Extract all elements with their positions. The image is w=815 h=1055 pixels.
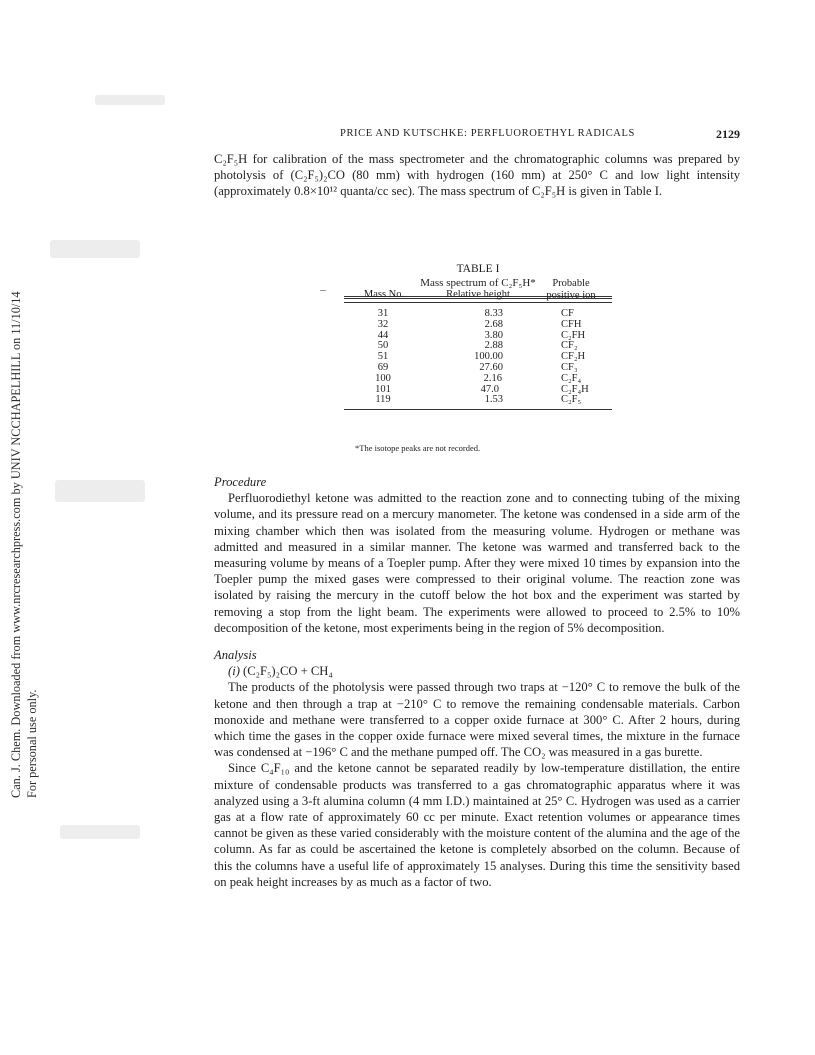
table-cell: 2.16 bbox=[483, 372, 502, 384]
table-bottom-rule bbox=[344, 409, 612, 410]
table-cell: 2.68 bbox=[484, 318, 503, 330]
table-cell: 3.80 bbox=[484, 329, 503, 341]
column-header-mass-text: Mass No. bbox=[363, 289, 405, 300]
column-header-height bbox=[430, 289, 526, 301]
column-header-height-text: Relative height bbox=[446, 289, 510, 300]
table-header-rule bbox=[344, 302, 612, 303]
running-header bbox=[214, 128, 740, 144]
table-cell: C₂F₄H bbox=[561, 383, 589, 395]
analysis-subheading-number: (i) bbox=[228, 664, 240, 679]
margin-dash bbox=[320, 290, 326, 291]
table-cell: 100 bbox=[375, 372, 391, 384]
running-title: PRICE AND KUTSCHKE: PERFLUOROETHYL RADICALS bbox=[340, 128, 635, 139]
table-cell: 1.53 bbox=[484, 394, 503, 406]
table-cell: 119 bbox=[375, 394, 391, 406]
intro-text: C₂F₅H for calibration of the mass spectrometer and the chromatographic columns was prepared by photolysis of (C₂F₅)₂CO (80 mm) with hydrogen (160 mm) at 250° C and low light intensity (approximately 0.8×10¹² quanta/cc sec). The mass spectrum of C₂F₅H is given in Table I. bbox=[214, 152, 740, 199]
ion-column bbox=[561, 309, 617, 406]
download-stamp bbox=[4, 238, 44, 798]
table-cell: 32 bbox=[377, 318, 389, 330]
table-caption: Mass spectrum of C₂F₅H* bbox=[420, 277, 536, 289]
analysis-paragraph-1: The products of the photolysis were passed through two traps at −120° C to remove the bulk of the ketone and then through a trap at −210° C to remove the remaining condensable materials. Carbon monoxide and methane were transferred to a copper oxide furnace at 300° C. After 2 hours, during which time the gases in the copper oxide furnace were mixed several times, the mixture in the furnace was condensed at −196° C and the methane pumped off. The CO₂ was measured in a gas burette. bbox=[214, 680, 740, 760]
download-stamp-line: Can. J. Chem. Downloaded from www.nrcresearchpress.com by UNIV NCCHAPELHILL on 11/10/14 bbox=[9, 291, 23, 798]
procedure-text: Perfluorodiethyl ketone was admitted to the reaction zone and to connecting tubing of the mixing volume, and its pressure read on a mercury manometer. The ketone was condensed in a side arm of the mixing chamber which then was isolated from the measuring volume. Hydrogen or methane was admitted and measured in a similar manner. The ketone was warmed and transferred back to the measuring volume by means of a Toepler pump. After they were mixed 10 times by expansion into the Toepler pump the mixed gases were compressed to their original volume. The reaction zone was isolated by raising the mercury in the cutoff below the hot box and the experiment was started by removing a stop from the light beam. The experiments were allowed to proceed to 2.5% to 10% decomposition of the ketone, most experiments being in the region of 5% decomposition. bbox=[214, 491, 740, 635]
scan-smudge bbox=[60, 825, 140, 839]
table-cell: 31 bbox=[377, 308, 389, 319]
table-cell: 44 bbox=[377, 329, 389, 341]
table-cell: CF₃ bbox=[561, 361, 578, 373]
scan-smudge bbox=[50, 240, 140, 258]
analysis-subheading bbox=[214, 663, 740, 679]
table-cell: 2.88 bbox=[484, 340, 503, 352]
table-cell: CF bbox=[561, 308, 574, 319]
table-cell: 100.00 bbox=[474, 351, 503, 363]
table-cell: 69 bbox=[377, 361, 389, 373]
page-number: 2129 bbox=[716, 127, 740, 141]
column-header-ion-line1: Probable bbox=[552, 278, 590, 289]
table-cell: 50 bbox=[377, 340, 389, 352]
table-label: TABLE I bbox=[456, 263, 500, 275]
table-cell: C₂F₅ bbox=[561, 394, 582, 406]
table-cell: 27.60 bbox=[479, 361, 503, 373]
mass-column bbox=[344, 309, 422, 406]
table-cell: 101 bbox=[375, 383, 391, 395]
personal-use-note bbox=[22, 238, 42, 798]
column-header-ion-line2: positive ion bbox=[546, 290, 596, 301]
column-header-mass bbox=[344, 289, 424, 301]
personal-use-text: For personal use only. bbox=[25, 689, 39, 798]
table-cell: 51 bbox=[377, 351, 389, 363]
analysis-section bbox=[214, 647, 740, 890]
table-cell: CF₂H bbox=[561, 351, 586, 363]
table-cell: 47.0 bbox=[480, 383, 499, 395]
height-column bbox=[430, 309, 503, 406]
intro-paragraph bbox=[214, 151, 740, 200]
analysis-paragraph-2: Since C₄F₁₀ and the ketone cannot be separated readily by low-temperature distillation, the entire mixture of condensable products was transferred to a gas chromatographic apparatus where it was analyzed using a 3-ft alumina column (4 mm I.D.) maintained at 25° C. Hydrogen was used as a carrier gas at a flow rate of approximately 60 cc per minute. Exact retention volumes or appearance times cannot be given as these varied considerably with the moisture content of the alumina and the age of the column. As far as could be ascertained the ketone is completely absorbed on the column. Because of this the columns have a useful life of approximately 15 analyses. During this time the sensitivity based on peak height increases by as much as a factor of two. bbox=[214, 761, 740, 889]
procedure-heading: Procedure bbox=[214, 475, 267, 489]
table-cell: CF₂ bbox=[561, 340, 578, 352]
table-cell: C₂F₄ bbox=[561, 372, 582, 384]
table-cell: CFH bbox=[561, 318, 582, 330]
scan-smudge bbox=[95, 95, 165, 105]
analysis-heading: Analysis bbox=[214, 648, 257, 662]
scan-smudge bbox=[55, 480, 145, 502]
table-cell: C₂FH bbox=[561, 329, 586, 341]
table-footnote: *The isotope peaks are not recorded. bbox=[355, 443, 481, 453]
procedure-section bbox=[214, 474, 740, 636]
analysis-subheading-text: (C₂F₅)₂CO + CH₄ bbox=[239, 664, 333, 679]
column-header-ion bbox=[530, 278, 612, 302]
table-cell: 8.33 bbox=[484, 308, 503, 319]
